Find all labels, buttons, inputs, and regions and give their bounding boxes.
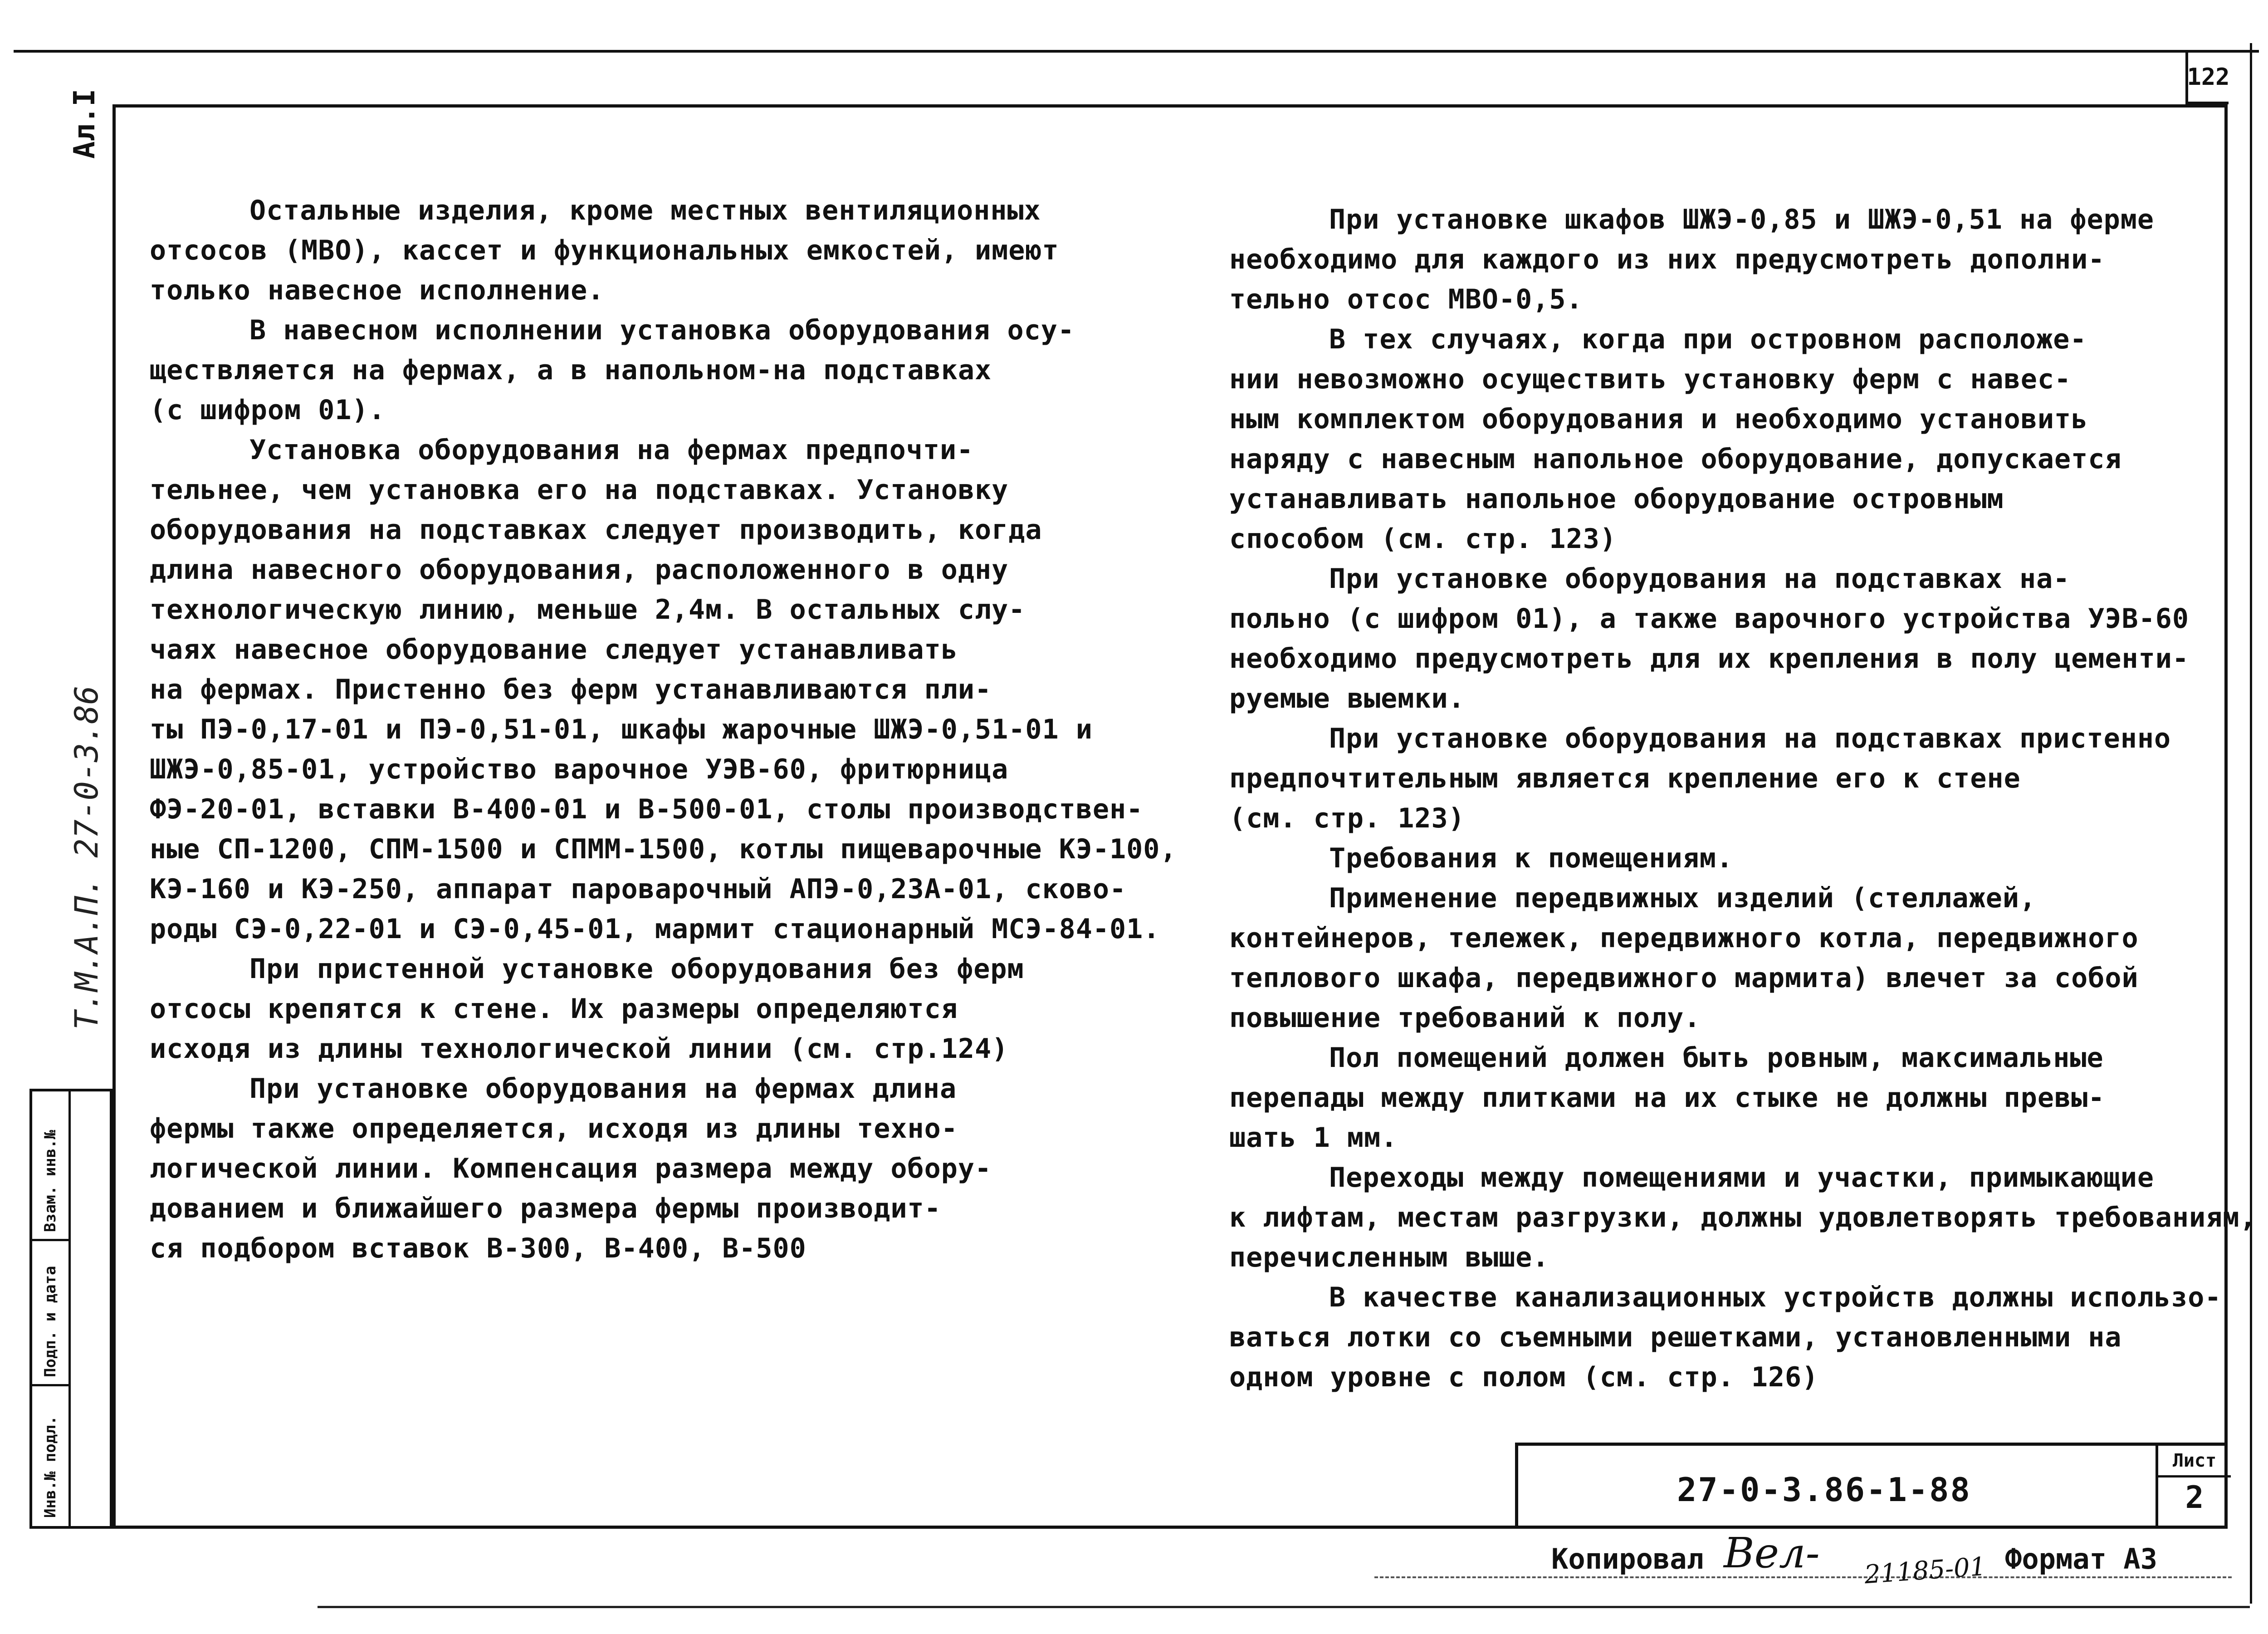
text-line: (см. стр. 123) bbox=[1229, 802, 1465, 834]
text-line: перепады между плитками на их стыке не должны превы- bbox=[1229, 1082, 2105, 1114]
text-line: При пристенной установке оборудования без ферм bbox=[249, 953, 1024, 985]
text-line: перечисленным выше. bbox=[1229, 1242, 1549, 1273]
text-line: Требования к помещениям. bbox=[1329, 842, 1733, 874]
text-line: Применение передвижных изделий (стеллажей, bbox=[1329, 882, 2037, 914]
text-line: шать 1 мм. bbox=[1229, 1122, 1398, 1154]
stamp-label: Инв.№ подл. bbox=[41, 1415, 59, 1518]
text-line: фермы также определяется, исходя из длины техно- bbox=[150, 1113, 958, 1145]
text-line: ШЖЭ-0,85-01, устройство варочное УЭВ-60, фритюрница bbox=[150, 753, 1009, 785]
text-line: необходимо предусмотреть для их крепления в полу цементи- bbox=[1229, 643, 2190, 675]
text-line: В тех случаях, когда при островном расположе- bbox=[1329, 323, 2087, 355]
text-line: ществляется на фермах, а в напольном-на подставках bbox=[150, 354, 992, 386]
approval-stamp bbox=[29, 1089, 112, 1529]
sheet-label: Лист bbox=[2158, 1446, 2231, 1477]
text-line: Пол помещений должен быть ровным, максимальные bbox=[1329, 1042, 2104, 1074]
text-line: Остальные изделия, кроме местных вентиляционных bbox=[249, 195, 1041, 226]
copier-signature: Вел- bbox=[1724, 1529, 1820, 1577]
text-line: Переходы между помещениями и участки, примыкающие bbox=[1329, 1162, 2155, 1194]
side-album-label: Ал.I bbox=[68, 88, 102, 159]
page-number: 122 bbox=[2185, 52, 2229, 104]
right-text-column bbox=[1229, 200, 2257, 1397]
archive-number: 21185-01 bbox=[1863, 1551, 1987, 1590]
text-line: логической линии. Компенсация размера между обору- bbox=[150, 1153, 992, 1184]
text-line: ФЭ-20-01, вставки В-400-01 и В-500-01, столы производствен- bbox=[150, 793, 1144, 825]
text-line: теплового шкафа, передвижного мармита) влечет за собой bbox=[1229, 962, 2139, 994]
text-line: польно (с шифром 01), а также варочного устройства УЭВ-60 bbox=[1229, 603, 2190, 635]
text-line: При установке оборудования на фермах длина bbox=[249, 1073, 957, 1105]
text-line: к лифтам, местам разгрузки, должны удовлетворять требованиям, bbox=[1229, 1202, 2257, 1233]
text-line: ным комплектом оборудования и необходимо установить bbox=[1229, 403, 2088, 435]
sheet-box bbox=[2156, 1446, 2231, 1529]
text-line: тельно отсос МВО-0,5. bbox=[1229, 284, 1583, 315]
text-line: (с шифром 01). bbox=[150, 394, 386, 426]
format-label: Формат А3 bbox=[2005, 1542, 2157, 1575]
copied-by-label: Копировал bbox=[1551, 1542, 1704, 1575]
document-code: 27-0-3.86-1-88 bbox=[1677, 1471, 1971, 1509]
stamp-label: Подп. и дата bbox=[41, 1266, 59, 1377]
text-line: В навесном исполнении установка оборудования осу- bbox=[249, 314, 1075, 346]
title-block bbox=[1515, 1443, 2228, 1529]
text-line: ты ПЭ-0,17-01 и ПЭ-0,51-01, шкафы жарочные ШЖЭ-0,51-01 и bbox=[150, 714, 1093, 745]
text-line: повышение требований к полу. bbox=[1229, 1002, 1701, 1034]
side-series-code: Т.М.А.П. 27-0-3.86 bbox=[68, 685, 105, 1030]
text-line: технологическую линию, меньше 2,4м. В остальных слу- bbox=[150, 594, 1026, 626]
text-line: тельнее, чем установка его на подставках. Установку bbox=[150, 474, 1009, 506]
text-line: КЭ-160 и КЭ-250, аппарат пароварочный АПЭ-0,23А-01, сково- bbox=[150, 873, 1127, 905]
text-line: предпочтительным является крепление его к стене bbox=[1229, 763, 2021, 794]
text-line: длина навесного оборудования, расположенного в одну bbox=[150, 554, 1009, 586]
text-line: отсосы крепятся к стене. Их размеры определяются bbox=[150, 993, 958, 1025]
text-line: наряду с навесным напольное оборудование, допускается bbox=[1229, 443, 2122, 475]
text-line: нии невозможно осуществить установку ферм с навес- bbox=[1229, 363, 2072, 395]
text-line: контейнеров, тележек, передвижного котла, передвижного bbox=[1229, 922, 2139, 954]
text-line: способом (см. стр. 123) bbox=[1229, 523, 1617, 555]
text-line: необходимо для каждого из них предусмотреть дополни- bbox=[1229, 244, 2105, 275]
text-line: При установке оборудования на подставках пристенно bbox=[1329, 723, 2171, 754]
text-line: одном уровне с полом (см. стр. 126) bbox=[1229, 1361, 1819, 1393]
text-line: ваться лотки со съемными решетками, установленными на bbox=[1229, 1321, 2122, 1353]
text-line: роды СЭ-0,22-01 и СЭ-0,45-01, мармит стационарный МСЭ-84-01. bbox=[150, 913, 1160, 945]
text-line: устанавливать напольное оборудование островным bbox=[1229, 483, 2004, 515]
text-line: отсосов (МВО), кассет и функциональных емкостей, имеют bbox=[150, 235, 1059, 266]
text-line: только навесное исполнение. bbox=[150, 274, 605, 306]
text-line: исходя из длины технологической линии (см. стр.124) bbox=[150, 1033, 1009, 1065]
text-line: чаях навесное оборудование следует устанавливать bbox=[150, 634, 958, 665]
text-line: руемые выемки. bbox=[1229, 683, 1465, 714]
text-line: дованием и ближайшего размера фермы производит- bbox=[150, 1193, 941, 1224]
stamp-label: Взам. инв.№ bbox=[41, 1130, 59, 1232]
text-line: При установке оборудования на подставках на- bbox=[1329, 563, 2070, 595]
outer-frame-bottom bbox=[318, 1606, 2250, 1608]
outer-frame-top bbox=[14, 50, 2259, 53]
text-line: на фермах. Пристенно без ферм устанавливаются пли- bbox=[150, 674, 992, 705]
text-line: ся подбором вставок В-300, В-400, В-500 bbox=[150, 1233, 807, 1264]
text-line: При установке шкафов ШЖЭ-0,85 и ШЖЭ-0,51 на ферме bbox=[1329, 204, 2155, 235]
text-line: Установка оборудования на фермах предпочти- bbox=[249, 434, 974, 466]
left-text-column bbox=[150, 191, 1177, 1268]
text-line: ные СП-1200, СПМ-1500 и СПММ-1500, котлы пищеварочные КЭ-100, bbox=[150, 833, 1177, 865]
text-line: В качестве канализационных устройств должны использо- bbox=[1329, 1282, 2222, 1313]
text-line: оборудования на подставках следует производить, когда bbox=[150, 514, 1042, 546]
sheet-number: 2 bbox=[2185, 1480, 2204, 1516]
